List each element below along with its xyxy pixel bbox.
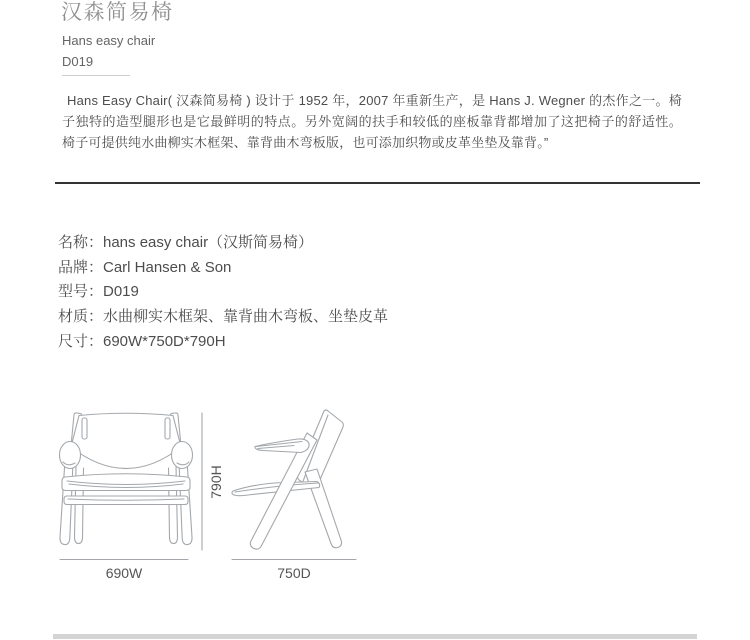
spec-row-name: 名称：hans easy chair（汉斯简易椅） [58,234,314,251]
spec-row-brand: 品牌：Carl Hansen & Son [58,258,232,276]
height-dim-label: 790H [208,465,224,499]
thin-divider [62,75,130,76]
bottom-divider-bar [53,634,697,639]
depth-dim-label: 750D [277,565,311,581]
spec-list [58,231,388,355]
side-view-drawing [232,410,343,549]
product-model-code: D019 [62,54,94,69]
section-divider [55,182,700,184]
spec-row-material: 材质：水曲柳实木框架、靠背曲木弯板、坐垫皮革 [58,308,389,326]
dimension-diagram [56,398,368,593]
front-view-drawing [60,413,193,545]
spec-row-model: 型号：D019 [58,283,139,301]
product-name-en: Hans easy chair [62,33,156,48]
page-title: 汉森简易椅 [61,1,174,24]
product-description: Hans Easy Chair( 汉森简易椅 ) 设计于 1952 年，2007 年重新生产，是 Hans J. Wegner 的杰作之一。椅子独特的造型腿形也是它最鲜明的特点。另外宽阔的扶手和较低的座板靠背都增加了这把椅子的舒适性。椅子可提供纯水曲柳实木框架、靠背曲木弯板版，也可添加织物或皮革坐垫及靠背。” [62,93,682,150]
width-dim-label: 690W [105,565,143,581]
spec-row-size: 尺寸：690W*750D*790H [58,332,226,350]
chair-line-drawing [56,398,368,588]
